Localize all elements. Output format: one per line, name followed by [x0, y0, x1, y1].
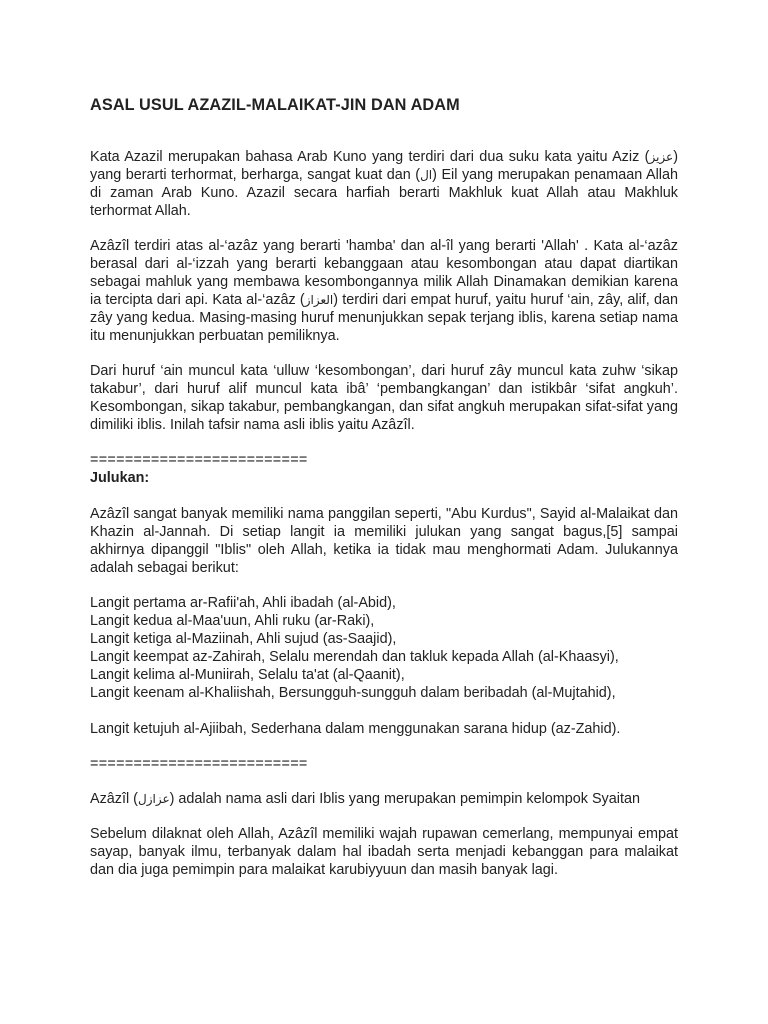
list-item: Langit keempat az-Zahirah, Selalu merendah dan takluk kepada Allah (al-Khaasyi),: [90, 649, 619, 665]
closing-paragraph: Sebelum dilaknat oleh Allah, Azâzîl memiliki wajah rupawan cemerlang, mempunyai empat sayap, banyak ilmu, terbanyak dalam hal ibadah serta menjadi kebanggan para malaikat dan dia juga pemimpin para malaikat karubiyyuun dan masih banyak lagi.: [90, 826, 678, 878]
list-item: Langit pertama ar-Rafii'ah, Ahli ibadah (al-Abid),: [90, 595, 396, 611]
azazil-meaning-text-1: Azâzîl terdiri atas al-‘azâz yang berarti 'hamba' dan al-îl yang berarti 'Allah' . Kata al-‘azâz berasal dari al-‘izzah yang berarti kebanggaan atau kesombongan atau dapat diartikan sebagai mahluk yang membawa kesombongannya milik Allah Dinamakan demikian karena ia tercipta dari api. Kata al-‘azâz (: [90, 238, 678, 308]
document-page: [90, 95, 678, 896]
separator-line: =========================: [90, 756, 308, 772]
asli-arabic: عزازل: [137, 792, 170, 806]
langit-list: [90, 594, 678, 702]
azazil-meaning-text-2: ) terdiri dari empat huruf, yaitu huruf ‘ain, zây, alif, dan zây yang kedua. Masing-masing huruf menunjukkan sepak terjang iblis, karena setiap nama itu menunjukkan perbuatan pemiliknya.: [90, 292, 679, 344]
intro-arabic-al: ال: [420, 168, 433, 182]
list-item: Langit kelima al-Muniirah, Selalu ta'at (al-Qaanit),: [90, 667, 405, 683]
asli-text-1: Azâzîl (: [90, 791, 138, 807]
asli-line: [90, 790, 678, 808]
asli-text-2: ) adalah nama asli dari Iblis yang merupakan pemimpin kelompok Syaitan: [169, 791, 640, 807]
azazil-meaning-arabic: العزاز: [304, 293, 334, 307]
list-item: Langit keenam al-Khaliishah, Bersungguh-sungguh dalam beribadah (al-Mujtahid),: [90, 685, 616, 701]
letters-paragraph: Dari huruf ‘ain muncul kata ‘ulluw ‘kesombongan’, dari huruf zây muncul kata zuhw ‘sikap takabur’, dari huruf alif muncul kata ibâ’ ‘pembangkangan’ dan istikbâr ‘sifat angkuh’. Kesombongan, sikap takabur, pembangkangan, dan sifat angkuh merupakan sifat-sifat yang dimiliki iblis. Inilah tafsir nama asli iblis yaitu Azâzîl.: [90, 363, 678, 433]
intro-text-1: Kata Azazil merupakan bahasa Arab Kuno yang terdiri dari dua suku kata yaitu Aziz (: [90, 149, 650, 165]
azazil-meaning-paragraph: [90, 237, 678, 345]
list-item: Langit kedua al-Maa'uun, Ahli ruku (ar-Raki),: [90, 613, 375, 629]
list-item: Langit ketiga al-Maziinah, Ahli sujud (as-Saajid),: [90, 631, 397, 647]
julukan-heading: Julukan:: [90, 470, 150, 486]
julukan-paragraph: Azâzîl sangat banyak memiliki nama panggilan seperti, "Abu Kurdus", Sayid al-Malaikat dan Khazin al-Jannah. Di setiap langit ia memiliki julukan yang sangat bagus,[5] sampai akhirnya dipanggil "Iblis" oleh Allah, ketika ia tidak mau menghormati Adam. Julukannya adalah sebagai berikut:: [90, 506, 678, 576]
separator-line: =========================: [90, 452, 308, 468]
intro-text-2: ) yang berarti terhormat, berharga, sangat kuat dan (: [90, 149, 678, 183]
intro-arabic-aziz: عزيز: [649, 150, 674, 164]
document-title: ASAL USUL AZAZIL-MALAIKAT-JIN DAN ADAM: [90, 96, 460, 114]
intro-text-3: ) Eil yang merupakan penamaan Allah di zaman Arab Kuno. Azazil secara harfiah berarti Makhluk kuat Allah atau Makhluk terhormat Allah.: [90, 167, 678, 219]
intro-paragraph: [90, 148, 678, 220]
langit-seventh-line: Langit ketujuh al-Ajiibah, Sederhana dalam menggunakan sarana hidup (az-Zahid).: [90, 721, 621, 737]
